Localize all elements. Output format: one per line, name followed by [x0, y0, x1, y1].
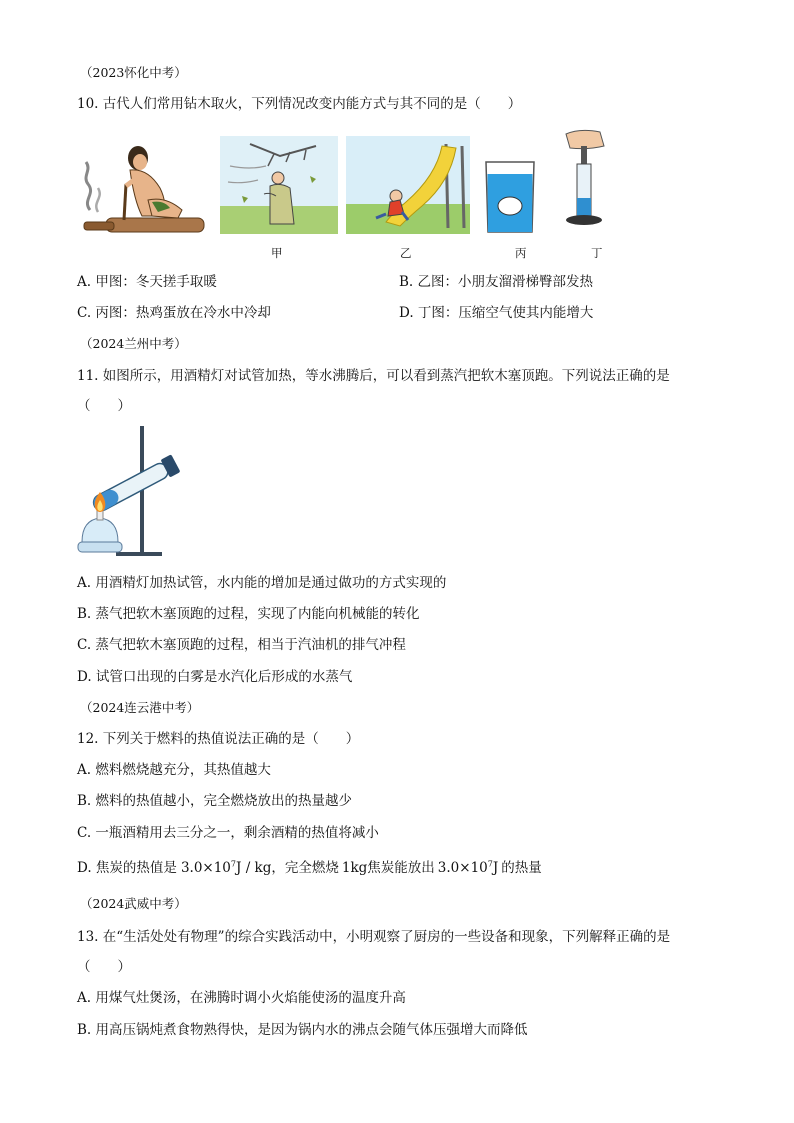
- q12-d-exp2: 7: [487, 859, 493, 869]
- q13-option-b: B. 用高压锅炖煮食物熟得快，是因为锅内水的沸点会随气体压强增大而降低: [77, 1022, 528, 1038]
- q11-option-c: C. 蒸气把软木塞顶跑的过程，相当于汽油机的排气冲程: [77, 637, 406, 653]
- q13-blank: （ ）: [77, 959, 131, 975]
- q12-d-mid: ，完全燃烧: [271, 860, 339, 876]
- q12-d-mass: 1kg: [341, 860, 368, 876]
- q11-option-b: B. 蒸气把软木塞顶跑的过程，实现了内能向机械能的转化: [77, 606, 420, 622]
- q12-option-a: A. 燃料燃烧越充分，其热值越大: [77, 762, 271, 778]
- q12-d-mid2: 焦炭能放出: [367, 860, 435, 876]
- q11-blank: （ ）: [77, 398, 131, 414]
- test-tube-heating-illustration: [74, 422, 194, 560]
- caption-jia: 甲: [271, 246, 283, 260]
- q12-d-exp1: 7: [230, 859, 236, 869]
- q13-source: （2024武威中考）: [80, 896, 187, 911]
- q12-d-value2: 3.0×10: [437, 860, 488, 876]
- q11-stem: 11. 如图所示，用酒精灯对试管加热，等水沸腾后，可以看到蒸汽把软木塞顶跑。下列说法正确的是: [77, 368, 670, 384]
- q12-d-unit2: J: [492, 860, 499, 876]
- q12-source: （2024连云港中考）: [80, 700, 200, 715]
- q13-stem: 13. 在“生活处处有物理”的综合实践活动中，小明观察了厨房的一些设备和现象，下列解释正确的是: [77, 929, 671, 945]
- q10-option-b: B. 乙图：小朋友溜滑梯臀部发热: [399, 274, 594, 290]
- q12-option-b: B. 燃料的热值越小，完全燃烧放出的热量越少: [77, 793, 353, 809]
- q11-source: （2024兰州中考）: [80, 336, 187, 351]
- q10-option-a: A. 甲图：冬天搓手取暖: [77, 274, 217, 290]
- q12-d-value1: 3.0×10: [180, 860, 231, 876]
- q12-d-suffix: 的热量: [501, 860, 542, 876]
- q12-stem: 12. 下列关于燃料的热值说法正确的是（ ）: [77, 731, 360, 747]
- caption-ding: 丁: [591, 246, 603, 260]
- q12-d-prefix: D. 焦炭的热值是: [77, 860, 177, 876]
- q11-option-d: D. 试管口出现的白雾是水汽化后形成的水蒸气: [77, 669, 353, 685]
- beaker-egg-illustration: [484, 160, 536, 234]
- q10-option-c: C. 丙图：热鸡蛋放在冷水中冷却: [77, 305, 271, 321]
- caption-bing: 丙: [515, 246, 527, 260]
- fire-drilling-illustration: [78, 140, 214, 236]
- air-compression-illustration: [560, 128, 608, 228]
- slide-illustration: [346, 136, 470, 234]
- q12-option-c: C. 一瓶酒精用去三分之一，剩余酒精的热值将减小: [77, 825, 379, 841]
- q10-option-d: D. 丁图：压缩空气使其内能增大: [399, 305, 594, 321]
- caption-yi: 乙: [400, 246, 412, 260]
- rubbing-hands-illustration: [220, 136, 338, 234]
- q12-d-unit1: J / kg: [236, 860, 272, 876]
- q10-source: （2023怀化中考）: [80, 65, 187, 80]
- q12-option-d: [77, 859, 542, 877]
- q13-option-a: A. 用煤气灶煲汤，在沸腾时调小火焰能使汤的温度升高: [77, 990, 406, 1006]
- q10-stem: 10. 古代人们常用钻木取火，下列情况改变内能方式与其不同的是（ ）: [77, 96, 522, 112]
- q11-option-a: A. 用酒精灯加热试管，水内能的增加是通过做功的方式实现的: [77, 575, 447, 591]
